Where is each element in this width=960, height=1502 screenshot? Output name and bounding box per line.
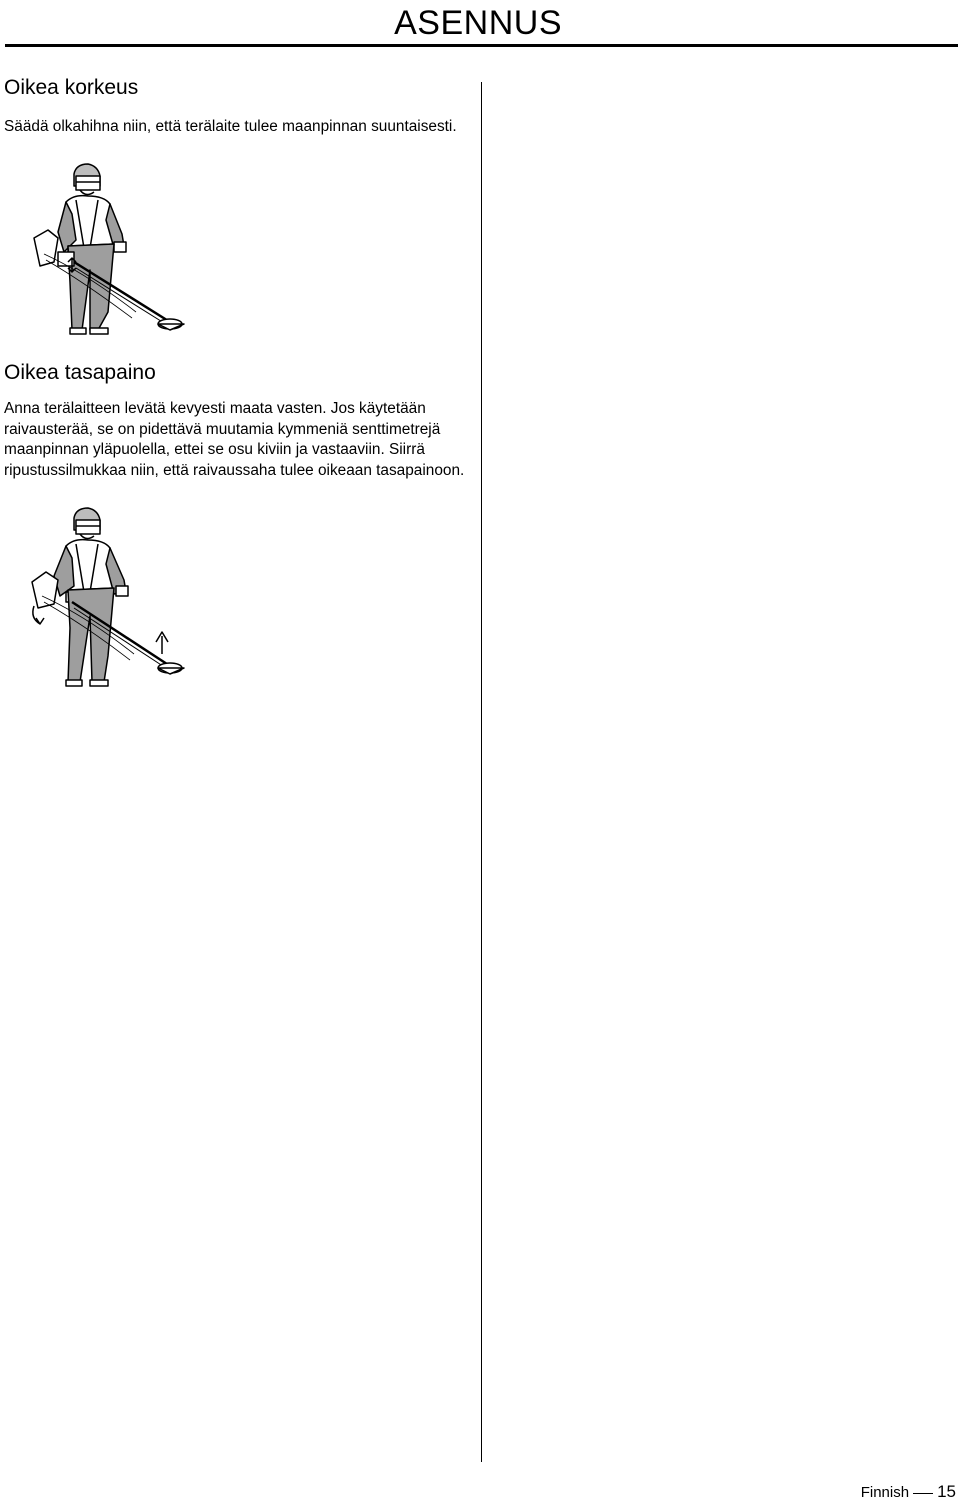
page-footer bbox=[861, 1482, 956, 1502]
column-divider bbox=[481, 82, 482, 1462]
paragraph-correct-balance: Anna terälaitteen levätä kevyesti maata vasten. Jos käytetään raivausterää, se on pidettävä muutamia kymmeniä senttimetrejä maanpinnan yläpuolella, ettei se osu kiviin ja vastaaviin. Siirrä ripustussilmukkaa niin, että raivaussaha tulee oikeaan tasapainoon. bbox=[4, 400, 465, 479]
page-number: 15 bbox=[937, 1482, 956, 1501]
heading-correct-balance: Oikea tasapaino bbox=[4, 361, 156, 384]
section-title: ASENNUS bbox=[394, 4, 562, 42]
heading-correct-height: Oikea korkeus bbox=[4, 76, 139, 99]
paragraph-correct-height: Säädä olkahihna niin, että terälaite tulee maanpinnan suuntaisesti. bbox=[4, 118, 457, 135]
operator-height-illustration bbox=[24, 162, 194, 342]
operator-balance-illustration bbox=[24, 506, 194, 692]
header-rule bbox=[5, 44, 958, 47]
footer-separator bbox=[913, 1493, 933, 1494]
footer-language: Finnish bbox=[860, 1484, 910, 1501]
